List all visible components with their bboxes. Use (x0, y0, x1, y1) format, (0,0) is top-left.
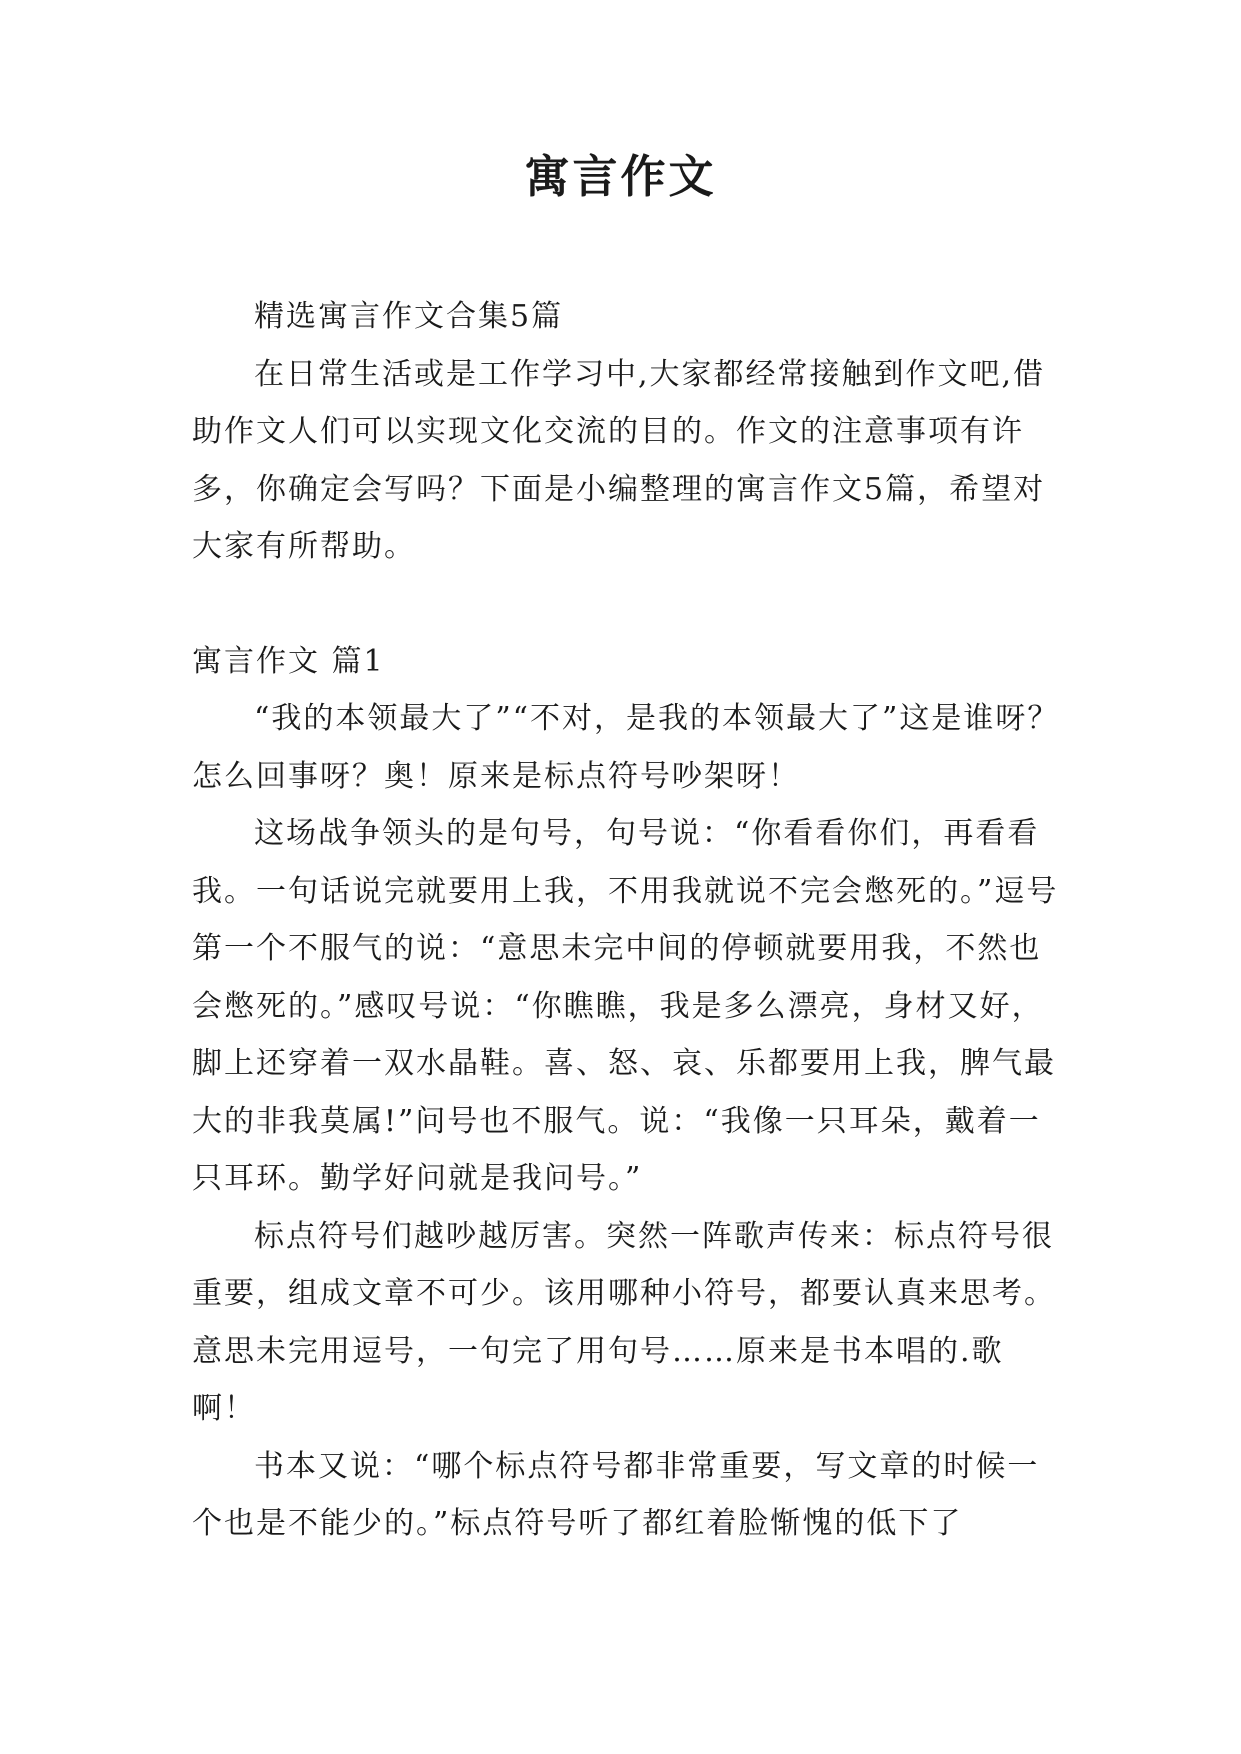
body-paragraph: 这场战争领头的是句号，句号说：“你看看你们，再看看我。一句话说完就要用上我，不用我就说不完会憋死的。”逗号第一个不服气的说：“意思未完中间的停顿就要用我，不然也会憋死的。”感叹号说：“你瞧瞧，我是多么漂亮，身材又好，脚上还穿着一双水晶鞋。喜、怒、哀、乐都要用上我，脾气最大的非我莫属!”问号也不服气。说：“我像一只耳朵，戴着一只耳环。勤学好问就是我问号。” (192, 816, 1059, 1196)
document-subtitle: 精选寓言作文合集5篇 (254, 299, 564, 334)
document-title: 寓言作文 (524, 150, 717, 203)
body-paragraph: 书本又说：“哪个标点符号都非常重要，写文章的时候一个也是不能少的。”标点符号听了都红着脸惭愧的低下了 (192, 1448, 1040, 1541)
section-heading: 寓言作文 篇1 (192, 643, 385, 679)
intro-paragraph: 在日常生活或是工作学习中,大家都经常接触到作文吧,借助作文人们可以实现文化交流的目的。作文的注意事项有许多，你确定会写吗？下面是小编整理的寓言作文5篇，希望对大家有所帮助。 (192, 356, 1046, 564)
document-body (192, 288, 1062, 1553)
body-paragraph: 标点符号们越吵越厉害。突然一阵歌声传来：标点符号很重要，组成文章不可少。该用哪种小符号，都要认真来思考。意思未完用逗号，一句完了用句号……原来是书本唱的.歌啊！ (192, 1218, 1056, 1426)
body-paragraph: “我的本领最大了”“不对，是我的本领最大了”这是谁呀？怎么回事呀？奥！原来是标点符号吵架呀！ (192, 701, 1060, 794)
